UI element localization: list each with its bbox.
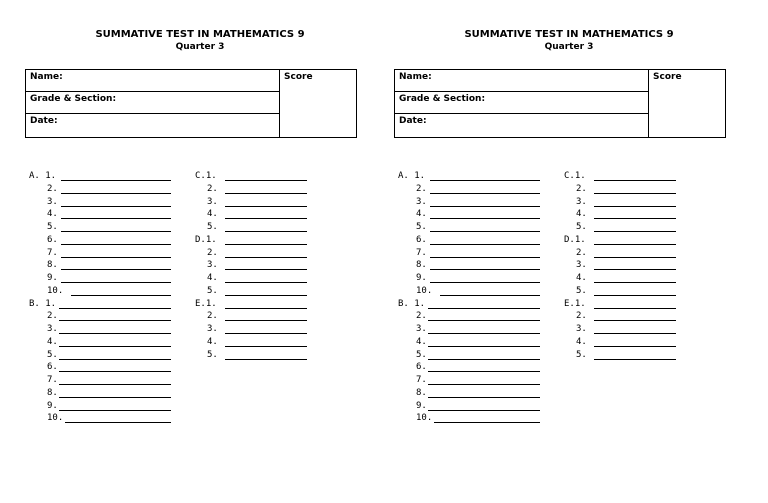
answer-number-d-2: 2.	[207, 247, 218, 258]
answer-number-d-5: 5.	[576, 285, 587, 296]
answer-blank-a-5[interactable]	[61, 231, 171, 232]
answer-number-e-1: E.1.	[564, 298, 586, 309]
answer-blank-c-1[interactable]	[225, 180, 307, 181]
answer-blank-a-4[interactable]	[430, 218, 540, 219]
answer-blank-b-2[interactable]	[59, 320, 171, 321]
answer-blank-a-4[interactable]	[61, 218, 171, 219]
date-label: Date:	[399, 116, 427, 126]
answer-number-a-6: 6.	[416, 234, 427, 245]
answer-blank-b-6[interactable]	[428, 371, 540, 372]
answer-number-d-3: 3.	[576, 260, 587, 271]
answer-blank-a-10[interactable]	[440, 295, 540, 296]
answer-blank-e-4[interactable]	[225, 346, 307, 347]
answer-blank-e-2[interactable]	[225, 320, 307, 321]
answer-blank-a-8[interactable]	[61, 269, 171, 270]
answer-number-a-4: 4.	[47, 209, 58, 220]
answer-number-a-9: 9.	[47, 273, 58, 283]
answer-blank-e-5[interactable]	[594, 359, 676, 360]
answer-number-b-3: 3.	[416, 324, 427, 334]
answer-blank-a-6[interactable]	[61, 244, 171, 245]
answer-number-c-3: 3.	[207, 196, 218, 207]
answer-blank-a-3[interactable]	[430, 206, 540, 207]
answer-blank-d-2[interactable]	[225, 257, 307, 258]
date-label: Date:	[30, 116, 58, 126]
answer-blank-d-5[interactable]	[225, 295, 307, 296]
answer-blank-b-8[interactable]	[59, 397, 171, 398]
sheet-quarter: Quarter 3	[544, 42, 594, 52]
answer-number-b-7: 7.	[47, 375, 58, 385]
answer-number-c-1: C.1.	[564, 171, 586, 181]
answer-number-b-2: 2.	[416, 311, 427, 322]
answer-number-a-7: 7.	[47, 247, 58, 258]
answer-number-a-2: 2.	[416, 183, 427, 194]
answer-number-b-5: 5.	[416, 349, 427, 360]
score-label: Score	[284, 72, 313, 82]
answer-blank-b-10[interactable]	[65, 422, 171, 423]
grade-section-label: Grade & Section:	[30, 94, 117, 104]
answer-blank-c-5[interactable]	[594, 231, 676, 232]
answer-number-c-4: 4.	[576, 209, 587, 220]
answer-number-a-6: 6.	[47, 234, 58, 245]
student-info-box	[25, 69, 357, 138]
answer-blank-c-2[interactable]	[225, 193, 307, 194]
answer-blank-e-1[interactable]	[594, 308, 676, 309]
answer-blank-c-5[interactable]	[225, 231, 307, 232]
answer-blank-c-3[interactable]	[225, 206, 307, 207]
answer-blank-d-2[interactable]	[594, 257, 676, 258]
answer-blank-b-1[interactable]	[428, 308, 540, 309]
answer-blank-d-1[interactable]	[594, 244, 676, 245]
grade-section-field[interactable]	[26, 92, 280, 114]
answer-blank-c-3[interactable]	[594, 206, 676, 207]
answer-number-c-2: 2.	[207, 183, 218, 194]
answer-blank-d-4[interactable]	[594, 282, 676, 283]
answer-blank-b-7[interactable]	[59, 384, 171, 385]
answer-number-a-1: A. 1.	[398, 171, 426, 181]
answer-blank-b-10[interactable]	[434, 422, 540, 423]
answer-number-e-2: 2.	[576, 311, 587, 322]
answer-number-d-4: 4.	[207, 273, 218, 283]
answer-blank-d-5[interactable]	[594, 295, 676, 296]
answer-blank-e-1[interactable]	[225, 308, 307, 309]
name-label: Name:	[30, 72, 63, 82]
answer-number-b-9: 9.	[47, 400, 58, 411]
answer-number-b-7: 7.	[416, 375, 427, 385]
sheet-title: SUMMATIVE TEST IN MATHEMATICS 9	[95, 29, 305, 40]
answer-number-e-3: 3.	[207, 324, 218, 334]
sheet-title: SUMMATIVE TEST IN MATHEMATICS 9	[464, 29, 674, 40]
sheet-quarter: Quarter 3	[175, 42, 225, 52]
name-label: Name:	[399, 72, 432, 82]
name-field[interactable]	[26, 70, 280, 92]
answer-number-b-8: 8.	[47, 387, 58, 398]
answer-number-b-10: 10.	[416, 413, 433, 424]
answer-number-b-4: 4.	[416, 336, 427, 347]
name-field[interactable]	[395, 70, 649, 92]
answer-number-e-3: 3.	[576, 324, 587, 334]
test-sheet-right	[394, 0, 734, 503]
answer-blank-e-3[interactable]	[225, 333, 307, 334]
answer-number-d-3: 3.	[207, 260, 218, 271]
answer-blank-a-7[interactable]	[430, 257, 540, 258]
answer-number-b-5: 5.	[47, 349, 58, 360]
answer-number-d-2: 2.	[576, 247, 587, 258]
answer-blank-a-9[interactable]	[430, 282, 540, 283]
answer-number-a-9: 9.	[416, 273, 427, 283]
answer-number-c-5: 5.	[207, 222, 218, 232]
answer-number-c-3: 3.	[576, 196, 587, 207]
answer-blank-a-6[interactable]	[430, 244, 540, 245]
answer-number-b-8: 8.	[416, 387, 427, 398]
answer-number-a-1: A. 1.	[29, 171, 57, 181]
answer-blank-c-4[interactable]	[594, 218, 676, 219]
answer-number-d-1: D.1.	[564, 234, 586, 245]
answer-number-b-9: 9.	[416, 400, 427, 411]
answer-blank-b-4[interactable]	[428, 346, 540, 347]
answer-number-e-5: 5.	[207, 349, 218, 360]
answer-number-c-1: C.1.	[195, 171, 217, 181]
answer-number-b-1: B. 1.	[29, 298, 57, 309]
date-field[interactable]	[26, 114, 280, 137]
answer-blank-a-5[interactable]	[430, 231, 540, 232]
test-sheet-left	[25, 0, 365, 503]
score-label: Score	[653, 72, 682, 82]
answer-number-a-7: 7.	[416, 247, 427, 258]
answer-number-b-6: 6.	[416, 362, 427, 373]
answer-blank-b-9[interactable]	[59, 410, 171, 411]
answer-number-a-5: 5.	[47, 222, 58, 232]
answer-blank-b-8[interactable]	[428, 397, 540, 398]
answer-blank-a-7[interactable]	[61, 257, 171, 258]
answer-number-e-4: 4.	[576, 336, 587, 347]
answer-number-c-2: 2.	[576, 183, 587, 194]
answer-number-d-5: 5.	[207, 285, 218, 296]
answer-blank-a-1[interactable]	[61, 180, 171, 181]
answer-blank-d-3[interactable]	[594, 269, 676, 270]
answer-number-c-5: 5.	[576, 222, 587, 232]
answer-blank-c-4[interactable]	[225, 218, 307, 219]
student-info-box	[394, 69, 726, 138]
answer-blank-b-6[interactable]	[59, 371, 171, 372]
answer-number-d-1: D.1.	[195, 234, 217, 245]
answer-number-b-6: 6.	[47, 362, 58, 373]
answer-number-e-4: 4.	[207, 336, 218, 347]
answer-blank-b-9[interactable]	[428, 410, 540, 411]
answer-number-b-1: B. 1.	[398, 298, 426, 309]
answer-number-a-3: 3.	[416, 196, 427, 207]
date-field[interactable]	[395, 114, 649, 137]
answer-number-a-3: 3.	[47, 196, 58, 207]
answer-blank-d-3[interactable]	[225, 269, 307, 270]
answer-blank-b-1[interactable]	[59, 308, 171, 309]
grade-section-field[interactable]	[395, 92, 649, 114]
answer-blank-a-8[interactable]	[430, 269, 540, 270]
answer-number-b-3: 3.	[47, 324, 58, 334]
answer-number-a-10: 10.	[416, 285, 433, 296]
answer-blank-c-1[interactable]	[594, 180, 676, 181]
answer-number-a-4: 4.	[416, 209, 427, 220]
answer-blank-b-2[interactable]	[428, 320, 540, 321]
answer-blank-d-4[interactable]	[225, 282, 307, 283]
answer-number-e-2: 2.	[207, 311, 218, 322]
answer-blank-e-4[interactable]	[594, 346, 676, 347]
answer-number-e-5: 5.	[576, 349, 587, 360]
answer-number-c-4: 4.	[207, 209, 218, 220]
answer-number-a-5: 5.	[416, 222, 427, 232]
answer-blank-a-3[interactable]	[61, 206, 171, 207]
answer-blank-a-10[interactable]	[71, 295, 171, 296]
answer-number-b-10: 10.	[47, 413, 64, 424]
answer-blank-b-5[interactable]	[428, 359, 540, 360]
answer-number-a-8: 8.	[47, 260, 58, 271]
answer-blank-d-1[interactable]	[225, 244, 307, 245]
answer-number-a-8: 8.	[416, 260, 427, 271]
answer-number-a-2: 2.	[47, 183, 58, 194]
answer-number-b-4: 4.	[47, 336, 58, 347]
answer-blank-e-5[interactable]	[225, 359, 307, 360]
answer-blank-b-7[interactable]	[428, 384, 540, 385]
answer-blank-b-3[interactable]	[428, 333, 540, 334]
answer-blank-b-3[interactable]	[59, 333, 171, 334]
answer-blank-c-2[interactable]	[594, 193, 676, 194]
answer-number-e-1: E.1.	[195, 298, 217, 309]
answer-blank-a-1[interactable]	[430, 180, 540, 181]
answer-blank-e-3[interactable]	[594, 333, 676, 334]
answer-blank-a-2[interactable]	[61, 193, 171, 194]
answer-number-a-10: 10.	[47, 285, 64, 296]
answer-blank-e-2[interactable]	[594, 320, 676, 321]
grade-section-label: Grade & Section:	[399, 94, 486, 104]
answer-blank-b-5[interactable]	[59, 359, 171, 360]
answer-blank-b-4[interactable]	[59, 346, 171, 347]
answer-blank-a-2[interactable]	[430, 193, 540, 194]
answer-number-b-2: 2.	[47, 311, 58, 322]
answer-number-d-4: 4.	[576, 273, 587, 283]
answer-blank-a-9[interactable]	[61, 282, 171, 283]
